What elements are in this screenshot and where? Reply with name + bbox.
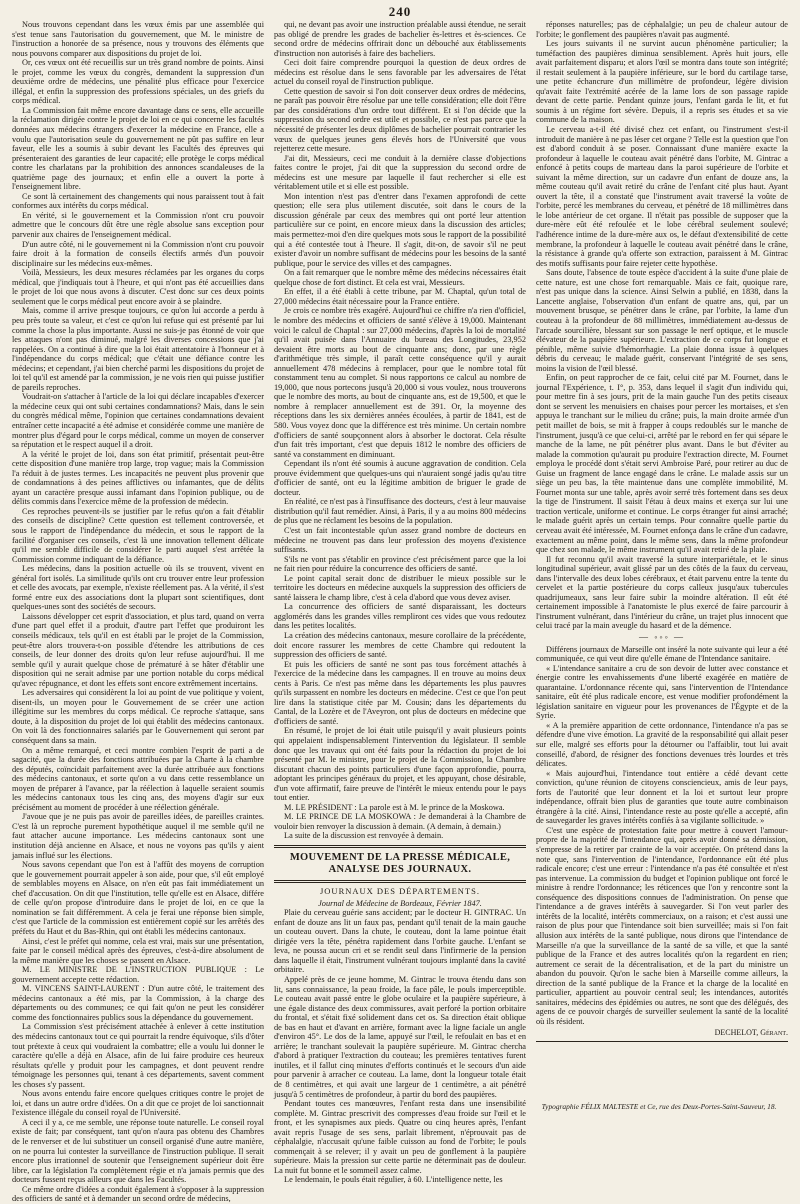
column-3-body xyxy=(536,20,788,631)
paragraph: Mais, comme il arrive presque toujours, ce qu'on lui accorde a perdu à peu près toute sa valeur, et c'est ce qu'on lui refuse qui est présenté par lui comme la chose la plus importante. Aussi ne suis-je pas étonné de voir que les attaques n'ont pas diminué, malgré les diverses concessions que j'ai rappelées. On a continué à dire que la loi était attentatoire à l'honneur et à l'indépendance du corps médical; que c'était une défiance contre les médecins; et cependant, j'ai bien cherché parmi les dispositions du projet de loi tel qu'il est amendé par la commission, je ne vois rien qui puisse justifier de pareils reproches. xyxy=(12,306,264,392)
paragraph: S'ils ne vont pas s'établir en province c'est précisément parce que la loi ne fait rien pour réduire la concurrence des officiers de santé. xyxy=(274,554,526,574)
source-line: Journal de Médecine de Bordeaux, Février 1847. xyxy=(318,898,482,908)
column-1 xyxy=(12,20,264,1204)
paragraph: La création des médecins cantonaux, mesure corollaire de la précédente, doit encore rassurer les membres de cette Chambre qui redoutent la suppression des officiers de santé. xyxy=(274,631,526,660)
paragraph: Laissons développer cet esprit d'association, et plus tard, quand on verra d'une part quel effet il a produit, d'autre part l'effet que produiront les conseils médicaux, tels qu'il en est établi par le projet de la Commission, peut-être alors trouvera-t-on possible d'étendre les attributions de ces conseils, de leur donner des droits qu'on leur refuse aujourd'hui. Il me semble qu'il y aurait quelque chose de prématuré à se hâter d'établir une disposition qui ne serait admise par une portion notable du corps médical qu'avec répugnance, et dont les effets sont encore extrêmement incertains. xyxy=(12,611,264,688)
paragraph: La Commission fait même encore davantage dans ce sens, elle accueille la réclamation dirigée contre le projet de loi en ce qui concerne les facultés données aux médecins étrangers d'exercer la médecine en France, elle a voulu que l'autorisation seule du gouvernement ne pût pas suffire en leur faveur, elle les a soumis à subir devant les Facultés des épreuves qui présenteraient des garanties de leur capacité; elle protège le corps médical contre les charlatans par la prohibition des annonces scandaleuses de la quatrième page des journaux; et enfin elle a ouvert la porte à l'enseignement libre. xyxy=(12,105,264,192)
paragraph: Nous savons cependant que l'on est à l'affût des moyens de corruption que le gouvernement pourrait appeler à son aide, pour que, s'il eût employé de semblables moyens en Alsace, on n'en eût pas fait immédiatement un chef d'accusation. On dit que l'institution, telle qu'elle est en Alsace, différe de celle qu'on propose d'introduire dans le projet de loi, en ce que la nomination se fait différemment. A cela je ferai une réponse bien simple, c'est que l'article de la commission est entièrement copié sur les arrêtés des préfets du Haut et du Bas-Rhin, qui ont établi les médecins cantonaux. xyxy=(12,860,264,936)
paragraph: Mon intention n'est pas d'entrer dans l'examen approfondi de cette question; elle sera plus utilement discutée, soit dans le cours de la discussion générale par ceux des membres qui ont porté leur attention particulière sur ce point, en encore mieux dans la discussion des articles; mais permettez-moi d'en dire quelques mots sous le rapport de la possibilité qui a été contestée tout à l'heure. Il s'agit, dit-on, de savoir s'il ne peut exister d'avoir un nombre suffisant de médecins pour les besoins de la santé publique, pour le service des villes et des campagnes. xyxy=(274,191,526,268)
separator-ornament: — ◦◦◦ — xyxy=(638,632,686,642)
paragraph: « Mais aujourd'hui, l'intendance tout entière a cédé devant cette conviction, qu'une réunion de citoyens consciencieux, amis de leur pays, forts de l'autorité que leur donnent et la loi et surtout leur propre indépendance, offrait bien plus de garanties que toute autre combinaison étrangère à la cité. Ainsi, l'intendance reste au poste qu'elle a accepté, afin de sauvegarder les graves intérêts confiés à sa vigilante sollicitude. » xyxy=(536,768,788,826)
paragraph: En résumé, le projet de loi était utile puisqu'il y avait plusieurs points qui appelaient indispensablement l'intervention du législateur. Il semble donc que les travaux qui ont été faits pour la rédaction du projet de loi présenté par M. le ministre, pour le projet de la Commission, la Chambre discutant chacun des points particuliers d'une façon approfondie, pourra, adoptant les principes généraux du projet, et les appuyant, chose désirable, d'un vote affirmatif, faire preuve de l'intérêt le mieux entendu pour le pays tout entier. xyxy=(274,726,526,803)
paragraph: J'avoue que je ne puis pas avoir de pareilles idées, de pareilles craintes. C'est là un reproche purement hypothétique auquel il me semble qu'il ne faut attacher aucune importance. Les médecins cantonaux sont une institution déjà ancienne en Alsace, et nous ne voyons pas qu'ils y aient jamais influé sur les élections. xyxy=(12,812,264,860)
paragraph: Nous avons entendu faire encore quelques critiques contre le projet de loi, et dans un autre ordre d'idées. On a dit que ce projet de loi sanctionnait l'existence illégale du conseil royal de l'Université. xyxy=(12,1089,264,1118)
column-2-body xyxy=(274,20,526,841)
paragraph: Appelé près de ce jeune homme, M. Gintrac le trouva étendu dans son lit, sans connaissance, la peau froide, la face pâle, le pouls imperceptible. Le couteau avait passé entre le globe oculaire et la paupière supérieure, à une égale distance des deux commissures, avait perforé la portion orbitaire du frontal, et s'était fixé solidement dans cet os. Sa direction était oblique de bas en haut et d'avant en arrière, formant avec la ligne faciale un angle d'environ 45°. Le dos de la lame, appuyé sur l'œil, le refoulait en bas et en arrière; le tranchant soulevait la paupière supérieure. M. Gintrac chercha d'abord à pratiquer l'extraction du couteau; les premières tentatives furent inutiles, et il fallut cinq minutes d'efforts continués et le secours d'un aide pour parvenir à arracher ce couteau. La lame, dont la longueur totale était de 8 centimètres, et qui avait une largeur de 1 centimètre, a ait pénétré jusqu'à 5 centimètres de profondeur, à partir du bord des paupières. xyxy=(274,974,526,1099)
paragraph: Voilà, Messieurs, les deux mesures réclamées par les organes du corps médical, que j'indiquais tout à l'heure, et qui n'ont pas été accueillies dans le projet de loi que nous avons à discuter. C'est donc sur ces deux points seulement que le corps médical peut encore avoir à se plaindre. xyxy=(12,268,264,306)
section-divider xyxy=(274,845,526,848)
paragraph: M. LE MINISTRE DE L'INSTRUCTION PUBLIQUE : Le gouvernement accepte cette rédaction. xyxy=(12,965,264,984)
paragraph: Les médecins, dans la position actuelle où ils se trouvent, vivent en général fort isolés. La similitude qu'ils ont cru trouver entre leur profession et celle des avocats, par exemple, n'existe réellement pas. A la vérité, il s'est formé entre eux des associations dont la plupart sont scientifiques, dont quelques-unes sont des sociétés de secours. xyxy=(12,564,264,612)
paragraph: On a même remarqué, et ceci montre combien l'esprit de parti a de sagacité, que la durée des fonctions attribuées par la Charte à la chambre des députés, coïncidait parfaitement avec la durée attribuée aux fonctions des médecins cantonaux, et sorte qu'on a vu dans cette ressemblance un moyen de préparer à l'avance, par la réélection à laquelle seraient soumis les médecins cantonaux tous les cinq ans, des moyens d'agir sur eux précisément au moment de procéder à une réélection générale. xyxy=(12,745,264,812)
paragraph: « A la première apparition de cette ordonnance, l'intendance n'a pas se défendre d'une vive émotion. La gravité de la responsabilité qui allait peser sur elle, malgré ses efforts pour la détourner ou l'affaiblir, tout lui avait conseillé, d'abord, de résigner des fonctions devenues très lourdes et très délicates. xyxy=(536,720,788,769)
paragraph: On a fait remarquer que le nombre même des médecins nécessaires était quelque chose de fort distinct. Et cela est vrai, Messieurs. xyxy=(274,268,526,287)
paragraph: Enfin, on peut rapprocher de ce fait, celui cité par M. Fournet, dans le journal l'Expérience, t. I°, p. 353, dans lequel il s'agit d'un individu qui, pour mettre fin à ses jours, prit de la main gauche l'un des petits ciseaux dont se servent les menuisiers en chaises pour percer les mortaises, et s'en appuya le tranchant sur le milieu du crâne; puis, la main droite armée d'un petit maillet de bois, se mit à frapper à coups redoublés sur le manche de l'instrument, jusqu'à ce que celui-ci, arrêté par le rebord en fer qui sépare le manche de la lame, ne pût pénétrer plus avant. Dans le but d'éviter au malade la commotion qu'aurait pu produire l'extraction directe, M. Fournet employa le procédé dont s'était servi Ambroise Paré, pour retirer au duc de Guise un fragment de lance engagé dans le crâne. Le malade assis sur un siège un peu bas, la tête maintenue dans une complète immobilité, M. Fournet monta sur une table, après avoir serré très fortement dans ses deux la tige de l'instrument. Il saisit l'étau à deux mains et exerça sur lui une traction verticale, uniforme et continue. Le corps étranger fut ainsi arraché; le malade guérit après un certain temps. Pour connaître quelle partie du cerveau avait été intéressée, M. Fournet enfonça dans le crâne d'un cadavre, exactement au même point, dans le même sens, dans la même profondeur que chez son malade, le même instrument qu'il avait retiré de la plaie. xyxy=(536,373,788,555)
paragraph: En vérité, si le gouvernement et la Commission n'ont cru pouvoir admettre que le concours dût être une règle absolue sans exception pour parvenir aux chaires de l'enseignement médical. xyxy=(12,210,264,240)
column-3 xyxy=(536,20,788,1098)
paragraph: Le point capital serait donc de distribuer le mieux possible sur le territoire les docteurs en médecine auxquels la suppression des officiers de santé laissera le champ libre, c'est à cela d'abord que vous devez aviser. xyxy=(274,573,526,602)
paragraph: J'ai dit, Messieurs, ceci me conduit à la dernière classe d'objections faites contre le projet, j'ai dit que la suppression du second ordre de médecins est une mesure par laquelle il faut rechercher si elle est véritablement utile et si elle est possible. xyxy=(274,153,526,192)
paragraph: Plaie du cerveau guérie sans accident; par le docteur H. GINTRAC. Un enfant de douze ans lit un faux pas, pendant qu'il tenait de la main gauche un couteau ouvert. Dans la chute, le couteau, dont la lame pointue était dirigée vers la tête, pénétra rapidement dans l'orbite gauche. L'enfant se leva, ne poussa aucun cri et se rendit seul dans l'infirmerie de la pension dans laquelle il était, l'instrument vulnérant toujours implanté dans la cavité orbitaire. xyxy=(274,908,526,975)
signature: DECHELOT, Gérant. xyxy=(714,1028,788,1038)
press-article xyxy=(274,908,526,1185)
footer-rule xyxy=(536,1041,788,1042)
paragraph: Il fut reconnu qu'il avait traversé la suture interpariétale, et le sinus longitudinal supérieur, avait glissé par un des côtés de la faux du cerveau, dans l'intervalle des deux lobes cérébraux, et était parvenu entre la tente du cervelet et la partie postérieure du corps calleux jusqu'aux tubercules quadrijumeaux, sans leur faire subir la moindre altération. Il eût été certainement impossible à l'anatomiste le plus exercé de faire parcourir à l'instrument vulnérant, dans l'intérieur du crâne, un trajet plus innocent que celui tracé par la main aveugle du hasard et de la démence. xyxy=(536,554,788,631)
page-number: 240 xyxy=(388,4,412,19)
paragraph: A ceci il y a, ce me semble, une réponse toute naturelle. Le conseil royal existe de fait; par conséquent, tant qu'on n'aura pas obtenu des Chambres de le renverser et de lui substituer un conseil organisé d'une autre manière, on ne pourra lui contester la surveillance de l'instruction publique. Il serait encore plus irrationnel de soutenir que l'enseignement supérieur doit être libre, car la législation l'a complètement régie et n'a jamais permis que des docteurs fussent reçus ailleurs que dans les Facultés. xyxy=(12,1117,264,1185)
paragraph: Nous trouvons cependant dans les vœux émis par une assemblée qui s'est tenue sans l'autorisation du gouvernement, que M. le ministre de l'instruction a honorée de sa présence, nous y trouvons des éléments que nous pouvons comparer aux dispositions du projet de loi. xyxy=(12,20,264,58)
paragraph: M. LE PRINCE DE LA MOSKOWA : Je demanderai à la Chambre de vouloir bien renvoyer la discussion à demain. (A demain, à demain.) xyxy=(274,812,526,831)
paragraph: D'un autre côté, ni le gouvernement ni la Commission n'ont cru pouvoir faire droit à la formation de conseils électifs armés d'un pouvoir disciplinaire sur les médecins eux-mêmes. xyxy=(12,239,264,268)
section-divider-bottom xyxy=(274,880,526,883)
paragraph: Ceci doit faire comprendre pourquoi la question de deux ordres de médecins est résolue dans le sens favorable par les adversaires de l'état actuel du conseil royal de l'instruction publique. xyxy=(274,58,526,87)
column-2 xyxy=(274,20,526,1185)
paragraph: La suite de la discussion est renvoyée à demain. xyxy=(284,831,444,841)
paragraph: Je crois ce nombre très exagéré. Aujourd'hui ce chiffre n'a rien d'officiel, le nombre des médecins et officiers de santé s'élève à 19,000. Maintenant voici le calcul de Chaptal : sur 27,000 médecins, d'après la loi de mortalité qu'il avait puisée dans l'Annuaire du bureau des Longitudes, 23,952 devaient être morts au bout de cinquante ans; donc, par une règle d'arithmétique très simple, il paraît cette conséquence qu'il y aurait annuellement 478 médecins à remplacer, pour que le nombre total fût constamment tenu au complet. Si nous rapportons ce calcul au nombre de 19,000, que nous portecons jusqu'à 20,000 si vous voulez, nous trouverons que le nombre des morts, au bout de cinquante ans, est de 19,500, et que le nombre à remplacer annuellement est de 391. Or, la moyenne des réceptions dans les six dernières années écoulées, à partir de 1841, est de 580. Vous voyez donc que la différence est très minime. Un certain nombre d'officiers de santé soupçonnent alors à absorber le doctorat. Cela résulte d'un fait très important, c'est que depuis 1812 le nombre des officiers de santé va constamment en diminuant. xyxy=(274,306,526,459)
paragraph: Et puis les officiers de santé ne sont pas tous forcément attachés à l'exercice de la médecine dans les campagnes. Il en trouve au moins deux cents à Paris. Ce n'est pas même dans les départements les plus pauvres qu'ils surpassent en nombre les docteurs en médecine. C'est ce que l'on peut lire dans la statistique citée par M. Cousin; dans les départements du Cantal, de la Lozère et de l'Aveyron, ont plus de docteurs en médecine que d'officiers de santé. xyxy=(274,659,526,726)
paragraph: Ce même ordre d'idées a conduit également à s'opposer à la suppression des officiers de santé et à demander un second ordre de médecins, xyxy=(12,1184,264,1204)
paragraph: Cependant ils n'ont été soumis à aucune aggravation de condition. Cela prouve évidemment que quelques-uns qui n'auraient songé jadis qu'au titre d'officier de santé, ont eu la légitime ambition de briguer le grade de docteur. xyxy=(274,459,526,497)
paragraph: La Commission s'est précisément attachée à enlever à cette institution des médecins cantonaux tout ce qui pourrait la rendre équivoque, s'ils d'ôter tout prétexte à ceux qui voudraient la combattre; elle a voulu lui donner le caractère qu'elle a déjà en Alsace, afin de lui faire produire ces heureux résultats qu'elle y produit pour les campagnes, et dont peuvent rendre témoignage les personnes qui, tenant à ces départements, savent comment les choses s'y passent. xyxy=(12,1022,264,1089)
paragraph: Les jours suivants il ne survint aucun phénomène particulier; la tuméfaction des paupières diminua sensiblement. Après huit jours, elle avait parfaitement disparu; et alors l'œil se montra dans toute son intégrité; il restait seulement à la paupière inférieure, sur le bord du cartilage tarse, une petite échancrure d'un millimètre de profondeur, légère division qu'avait faite l'extrémité acérée de la lame lors de son passage rapide devant de cette partie. Pendant quinze jours, l'enfant garda le lit, et fut soumis à un régime fort sévère. Depuis, il a repris ses études et sa vie commune de la maison. xyxy=(536,39,788,125)
section-subtitle: JOURNAUX DES DÉPARTEMENTS. xyxy=(319,886,480,897)
paragraph: La concurrence des officiers de santé disparaissant, les docteurs agglomérés dans les grandes villes rempliront ces vides que vous redoutez dans les petites localités. xyxy=(274,602,526,631)
paragraph: M. VINCENS SAINT-LAURENT : D'un autre côté, le traitement des médecins cantonaux a été mis, par la Commission, à la charge des départements ou des communes; ce qui fait qu'on ne peut les considérer comme des fonctionnaires publics sous la dépendance du gouvernement. xyxy=(12,984,264,1022)
paragraph: C'est une espèce de protestation faite pour mettre à couvert l'amour-propre de la majorité de l'intendance qui, après avoir donné sa démission, s'empresse de la retirer par crainte de la voir acceptée. On prétend dans la note que, sans l'intervention de l'intendance, l'ordonnance eût été plus radicale encore; c'est une erreur : l'intendance n'a pas été consultée et n'est pas intervenue. La commission du budget et l'opinion publique ont forcé le ministre à rendre l'ordonnance; les réticences que l'on y rencontre sont la conséquence des dispositions connues de l'administration. On pense que l'intendance a de graves intérêts à sauvegarder. Si l'on veut parler des intérêts de la localité, intérêts commerciaux, on a raison; et c'est aussi une raison de plus pour que l'intendance soit bien surveillée; mais si l'on fait allusion aux intérêts de la santé publique, nous dirons que l'intendance de Marseille n'a que la surveillance de la santé de sa ville, et que la santé publique de la France et des autres localités qu'on la regardent en rien; autrement ce serait de la décentralisation, et de la part du ministre un abandon du pouvoir. Qu'on le sache bien à Marseille comme ailleurs, la direction de la santé publique de la France et la charge de la localité en particulier, appartient au pouvoir central seul; les intendances, autorités sanitaires, médecins des épidémies ou autres, ne sont que des délégués, des agens de ce pouvoir chargés de surveiller seulement la santé de la localité où ils résident. xyxy=(536,825,788,1026)
paragraph: Or, ces vœux ont été recueillis sur un très grand nombre de points. Ainsi le projet, comme les vœux du congrès, demandent la suppression d'un deuxième ordre de médecins, une pénalité plus efficace pour l'exercice illégal, et enfin la suppression des professions spéciales, un des griefs du corps médical. xyxy=(12,58,264,106)
paragraph: Cette question de savoir si l'on doit conserver deux ordres de médecins, ne paraît pas pouvoir être résolue par une telle considération; elle doit l'être par des considérations d'un ordre tout différent. Et si l'on décide que la suppression du second ordre est utile et possible, ce n'est pas parce que la nécessité de présenter les deux diplômes de bachelier pourrait contrarier les vœux de quelques jeunes gens élevés hors de l'Université que vous rejetterez cette mesure. xyxy=(274,86,526,154)
paragraph: qui, ne devant pas avoir une instruction préalable aussi étendue, ne serait pas obligé de prendre les grades de bachelier ès-lettres et ès-sciences. Ce second ordre de médecins offrirait donc un débouché aux établissements d'instruction non autorisés à faire des bacheliers. xyxy=(274,20,526,58)
newspaper-page xyxy=(12,0,788,1204)
printer-line: Typographie FÉLIX MALTESTE et Ce, rue des Deux-Portes-Saint-Sauveur, 18. xyxy=(541,1102,777,1111)
marseille-intro: Différens journaux de Marseille ont inséré la note suivante qui leur a été communiquée, ce qui veut dire qu'elle émane de l'Intendance sanitaire. xyxy=(536,644,788,664)
marseille-article xyxy=(536,664,788,1027)
paragraph: Ces reproches peuvent-ils se justifier par le refus qu'on a fait d'établir des conseils de discipline? Cette question est tellement controversée, et sous le rapport de l'indépendance du médecin, et sous le rapport de la facilité d'organiser ces conseils, c'est là une innovation tellement délicate qu'il me semble difficile de considérer le parti auquel s'est arrêtée la Commission comme indiquant de la défiance. xyxy=(12,506,264,564)
paragraph: A la vérité le projet de loi, dans son état primitif, présentait peut-être cette disposition d'une manière trop large, trop vague; mais la Commission l'a réduit à de justes termes. Les incapacités ne peuvent plus provenir que de condamnations à des peines afflictives ou infamantes, que de délits ayant un caractère presque aussi infamant dans l'opinion publique, ou de délits commis dans l'exercice même de la profession de médecin. xyxy=(12,449,264,507)
paragraph: Ainsi, c'est le préfet qui nomme, cela est vrai, mais sur une présentation, faite par le conseil médical après des épreuves, c'est-à-dire absolument de la même manière que les choses se passent en Alsace. xyxy=(12,936,264,965)
paragraph: Les adversaires qui considèrent la loi au point de vue politique y voient, disent-ils, un moyen pour le Gouvernement de se créer une action illégitime sur les membres du corps médical. Ce reproche s'attaque, sans doute, à la disposition du projet de loi qui établit des médecins cantonaux. On voit là des fonctionnaires salariés par le Gouvernement qui seront par conséquent dans sa main. xyxy=(12,688,264,746)
paragraph: M. LE PRÉSIDENT : La parole est à M. le prince de la Moskowa. xyxy=(284,802,505,812)
paragraph: Sans doute, l'absence de toute espèce d'accident à la suite d'une plaie de cette nature, est une chose fort remarquable. Mais ce fait, quoique rare, n'est pas unique dans la science. Ainsi Selwin a publié, en 1838, dans la Lancette anglaise, l'observation d'un enfant de quatre ans, qui, par un mouvement brusque, se pénétrer dans le crâne, par l'orbite, la lame d'un couteau à la profondeur de 88 millimètres, immédiatement au-dessus de l'arcade sourcilière, blessant sur son passage le nerf optique, et le muscle élévateur de la paupière supérieure. L'extraction de ce corps fut longue et pénible, même suivie d'hémorrhagie. La plaie donna issue à quelques débris du cerveau; le malade guérit, conservant l'intégrité de ses sens, moins la vision de l'œil blessé. xyxy=(536,268,788,373)
paragraph: « L'intendance sanitaire a cru de son devoir de lutter avec constance et énergie contre les envahissements d'une liberté exagérée en matière de quarantaine. L'ordonnance récente qui, sans l'intervention de l'Intendance sanitaire, eût été plus radicale encore, est venue modifier profondément la législation sanitaire en vigueur pour les provenances de l'Égypte et de la Syrie. xyxy=(536,663,788,721)
paragraph: Le cerveau a-t-il été divisé chez cet enfant, ou l'instrument s'est-il introduit de manière à ne pas léser cet organe ? Telle est la question que l'on est d'abord conduit à se poser. Connaissant d'une manière exacte la profondeur à laquelle le couteau avait pénétré dans l'orbite, M. Gintrac a enfoncé à petits coups de marteau dans la paroi supérieure de l'orbite et suivant la même direction, sur un cadavre d'un enfant de douze ans, la même couteau qu'il avait retiré du crâne de l'enfant cité plus haut. Ayant ouvert la tête, il a constaté que l'instrument avait traversé la voûte de l'orbite, percé les membranes du cerveau, et pénétré de 18 millimètres dans le lobe antérieur de cet organe. Il n'était pas possible de supposer que la dure-mère eût été refoulée et le lobe cérébral seulement soulevé; l'adhérence intime de la dure-mère aux os, le défaut d'extensibilité de cette membrane, la profondeur à laquelle le couteau avait pénétré dans le crâne, la résistance à grande qu'a offerte son extraction, paraissent à M. Gintrac des motifs suffisants pour faire rejeter cette hypothèse. xyxy=(536,125,788,268)
paragraph: Voudrait-on s'attacher à l'article de la loi qui déclare incapables d'exercer la médecine ceux qui ont subi certaines condamnations? Mais, dans le sein du congrès médical même, l'opinion que certaines condamnations devaient entraîner cette incapacité a été admise et considérée comme une manière de montrer plus d'égard pour le corps médical, comme un moyen de conserver sa réputation et le respect auquel il a droit. xyxy=(12,392,264,450)
section-title: MOUVEMENT DE LA PRESSE MÉDICALE, ANALYSE DES JOURNAUX. xyxy=(289,852,511,876)
paragraph: C'est un fait incontestable qu'un assez grand nombre de docteurs en médecine ne trouvent pas dans leur profession des moyens d'existence suffisants. xyxy=(274,525,526,555)
paragraph: réponses naturelles; pas de céphalalgie; un peu de chaleur autour de l'orbite; le gonflement des paupières n'avait pas augmenté. xyxy=(536,20,788,39)
paragraph: En effet, il a été établi à cette tribune, par M. Chaptal, qu'un total de 27,000 médecins était nécessaire pour la France entière. xyxy=(274,287,526,306)
paragraph: Pendant toutes ces manœuvres, l'enfant resta dans une insensibilité complète. M. Gintrac prescrivit des compresses d'eau froide sur l'œil et le front, et les synapismes aux pieds. Quatre ou cinq heures après, l'enfant avait repris l'usage de ses sens, parlait librement, n'éprouvait pas de céphalalgie, n'accusait qu'une faible cuisson au fond de l'orbite; le pouls commençait à se relever; il y avait un peu de gonflement à la paupière supérieure. Mais la pression sur cette partie ne déterminait pas de douleur. La nuit fut bonne et le sommeil assez calme. xyxy=(274,1099,526,1175)
paragraph: En réalité, ce n'est pas à l'insuffisance des docteurs, c'est à leur mauvaise distribution qu'il faut remédier. Ainsi, à Paris, il y a au moins 800 médecins de plus que ne réclament les besoins de la population. xyxy=(274,497,526,526)
paragraph: Ce sont là certainement des changements qui nous paraissent tout à fait conformes aux intérêts du corps médical. xyxy=(12,191,264,211)
paragraph: Le lendemain, le pouls était régulier, à 60. L'intelligence nette, les xyxy=(284,1175,503,1185)
